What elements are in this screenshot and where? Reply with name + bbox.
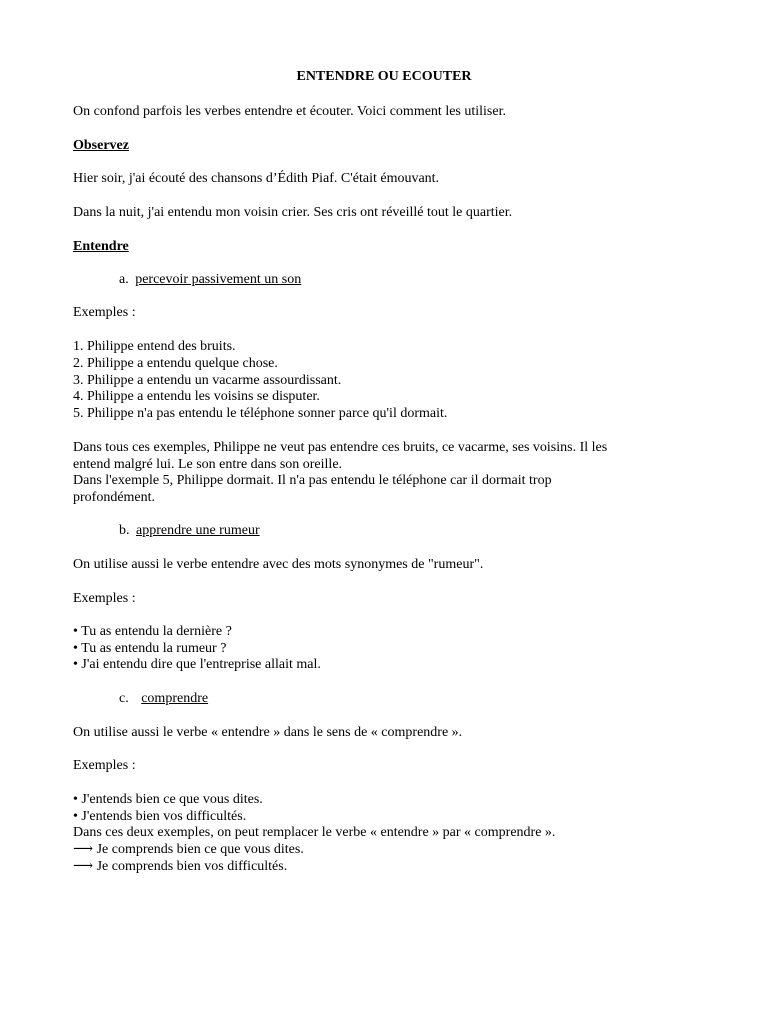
section-c-heading xyxy=(119,690,208,707)
section-a-example: 3. Philippe a entendu un vacarme assourdissant. xyxy=(73,373,342,388)
section-a-example: 2. Philippe a entendu quelque chose. xyxy=(73,356,278,371)
document-title: ENTENDRE OU ECOUTER xyxy=(296,69,472,84)
section-b-example: • Tu as entendu la dernière ? xyxy=(73,624,232,639)
section-c-label: comprendre xyxy=(141,691,209,706)
section-c-marker: c. xyxy=(119,691,129,706)
section-a-example: 5. Philippe n'a pas entendu le téléphone sonner parce qu'il dormait. xyxy=(73,406,448,421)
section-a-label: percevoir passivement un son xyxy=(135,272,302,287)
section-a-explanation-line: Dans l'exemple 5, Philippe dormait. Il n'a pas entendu le téléphone car il dormait trop xyxy=(73,473,552,488)
observez-example-2: Dans la nuit, j'ai entendu mon voisin crier. Ses cris ont réveillé tout le quartier. xyxy=(73,205,513,220)
section-a-explanation-line: profondément. xyxy=(73,490,156,505)
section-b-text: On utilise aussi le verbe entendre avec des mots synonymes de "rumeur". xyxy=(73,557,484,572)
section-a-example: 4. Philippe a entendu les voisins se disputer. xyxy=(73,389,320,404)
section-c-example: • J'entends bien ce que vous dites. xyxy=(73,792,263,807)
section-b-examples-label: Exemples : xyxy=(73,591,136,606)
section-a-explanation-line: Dans tous ces exemples, Philippe ne veut pas entendre ces bruits, ce vacarme, ses voisins. Il les xyxy=(73,440,608,455)
section-b-example: • Tu as entendu la rumeur ? xyxy=(73,641,227,656)
section-c-text: On utilise aussi le verbe « entendre » dans le sens de « comprendre ». xyxy=(73,725,463,740)
section-a-examples-label: Exemples : xyxy=(73,305,136,320)
section-b-marker: b. xyxy=(119,523,130,538)
section-c-examples-label: Exemples : xyxy=(73,758,136,773)
section-a-explanation-line: entend malgré lui. Le son entre dans son oreille. xyxy=(73,457,343,472)
section-c-example: Dans ces deux exemples, on peut remplacer le verbe « entendre » par « comprendre ». xyxy=(73,825,556,840)
section-a-heading xyxy=(119,271,301,288)
section-c-example: ⟶ Je comprends bien ce que vous dites. xyxy=(73,842,304,857)
section-b-example: • J'ai entendu dire que l'entreprise allait mal. xyxy=(73,657,321,672)
section-c-example: • J'entends bien vos difficultés. xyxy=(73,809,247,824)
observez-example-1: Hier soir, j'ai écouté des chansons d’Édith Piaf. C'était émouvant. xyxy=(73,171,440,186)
entendre-heading: Entendre xyxy=(73,239,129,254)
section-b-label: apprendre une rumeur xyxy=(136,523,260,538)
section-a-example: 1. Philippe entend des bruits. xyxy=(73,339,236,354)
intro-paragraph: On confond parfois les verbes entendre et écouter. Voici comment les utiliser. xyxy=(73,104,506,119)
section-a-marker: a. xyxy=(119,272,129,287)
section-b-heading xyxy=(119,522,260,539)
observez-heading: Observez xyxy=(73,138,129,153)
section-c-example: ⟶ Je comprends bien vos difficultés. xyxy=(73,859,288,874)
